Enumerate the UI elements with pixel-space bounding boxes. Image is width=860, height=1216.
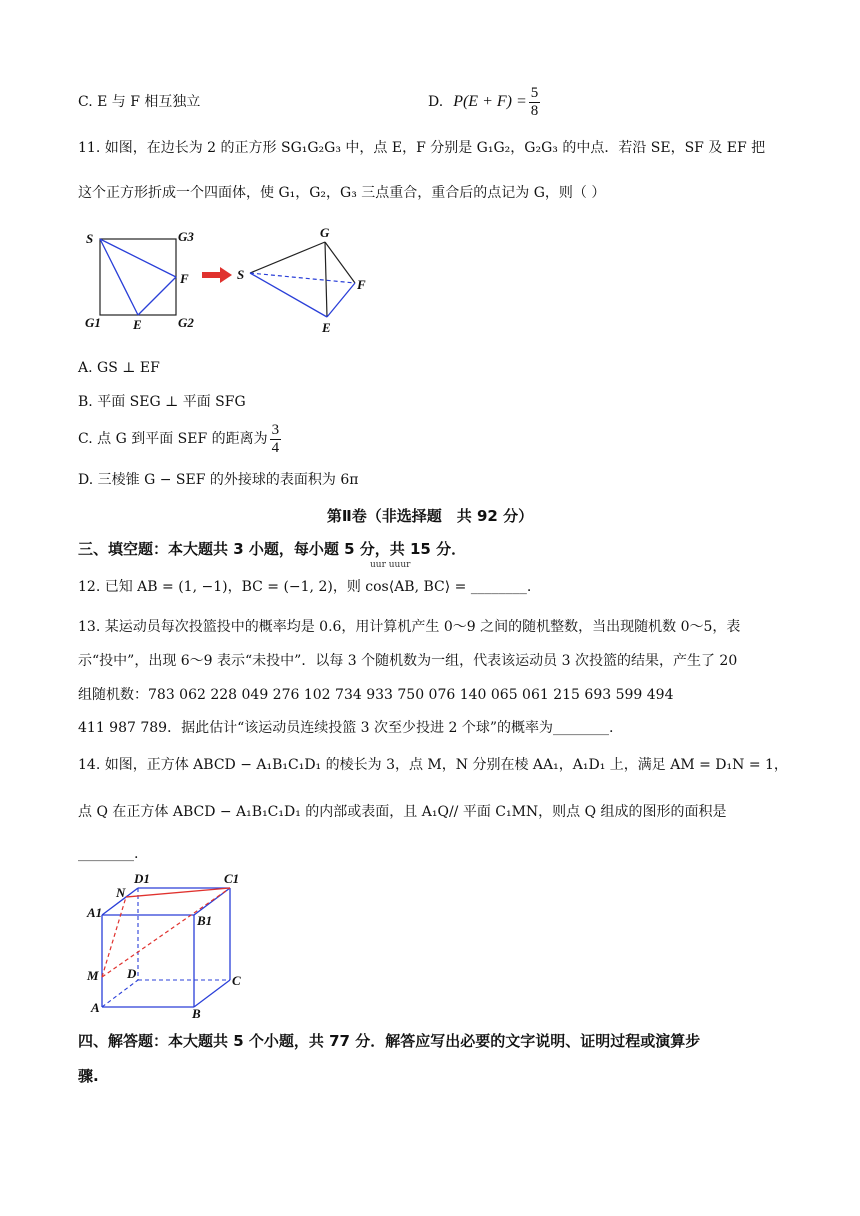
q11-edge-sf: [100, 239, 176, 277]
q12-vector-marks: uur uuur: [370, 560, 411, 570]
q11-text-line-2: 这个正方形折成一个四面体，使 G₁，G₂，G₃ 三点重合，重合后的点记为 G，则（ ）: [78, 185, 606, 201]
q14-line-3: ________.: [78, 846, 139, 862]
fraction-numerator: 3: [271, 421, 280, 438]
section3-heading: 三、填空题：本大题共 3 小题，每小题 5 分，共 15 分．: [78, 540, 467, 558]
q10-option-d-label: D.: [428, 94, 444, 110]
cube-edge-bc: [194, 980, 230, 1007]
q11-label-e: E: [133, 317, 142, 332]
q11-edge-sg: [250, 242, 325, 273]
q13-line-1: 13. 某运动员每次投篮投中的概率均是 0.6，用计算机产生 0～9 之间的随机整数，当出现随机数 0～5，表: [78, 619, 741, 635]
q11-option-b: B. 平面 SEG ⊥ 平面 SFG: [78, 394, 246, 410]
cube-label-b1: B1: [197, 913, 213, 928]
q11-label-g: G: [320, 225, 330, 240]
q11-option-c-text: C. 点 G 到平面 SEF 的距离为: [78, 431, 268, 447]
cube-label-c1: C1: [224, 871, 240, 886]
q11-option-a: A. GS ⊥ EF: [78, 360, 160, 376]
fraction-numerator: 5: [530, 84, 539, 101]
q11-label-g1: G1: [85, 315, 101, 330]
q14-line-1: 14. 如图，正方体 ABCD − A₁B₁C₁D₁ 的棱长为 3，点 M，N 分别在棱 AA₁，A₁D₁ 上，满足 AM = D₁N = 1，: [78, 757, 788, 773]
cube-label-b: B: [192, 1006, 201, 1020]
q10-option-d-fraction: [529, 85, 541, 120]
q11-label-g3: G3: [178, 229, 194, 244]
q11-label-s: S: [86, 231, 94, 246]
fraction-denominator: 8: [530, 102, 539, 119]
q11-label-f: F: [180, 271, 189, 286]
part2-title: 第Ⅱ卷（非选择题 共 92 分）: [326, 507, 534, 525]
q11-option-c: [78, 419, 283, 459]
cube-label-d1: D1: [134, 871, 150, 886]
q11-text-line-1: 11. 如图，在边长为 2 的正方形 SG₁G₂G₃ 中，点 E，F 分别是 G₁G₂，G₂G₃ 的中点．若沿 SE，SF 及 EF 把: [78, 140, 766, 156]
q11-edge-gf: [325, 242, 355, 283]
section4-heading-line-2: 骤.: [78, 1067, 99, 1085]
q13-line-2: 示“投中”，出现 6～9 表示“未投中”．以每 3 个随机数为一组，代表该运动员 3 次投篮的结果，产生了 20: [78, 653, 738, 669]
q13-line-4: 411 987 789．据此估计“该运动员连续投篮 3 次至少投进 2 个球”的概率为________.: [78, 720, 614, 736]
q10-option-c: C. E 与 F 相互独立: [78, 94, 201, 110]
q11-edge-ef-folded: [327, 283, 355, 317]
q14-cube-figure: [82, 870, 252, 1020]
q11-edge-ef: [138, 277, 176, 315]
cube-segment-mn: [102, 897, 126, 977]
q10-option-d-expr: P(E + F) =: [453, 93, 527, 110]
red-arrow-icon: [202, 267, 232, 283]
q11-figure: [80, 225, 380, 340]
q11-label-e-folded: E: [322, 320, 331, 335]
q11-square: [100, 239, 176, 315]
q11-label-f-folded: F: [357, 277, 366, 292]
section4-heading-line-1: 四、解答题：本大题共 5 个小题，共 77 分．解答应写出必要的文字说明、证明过程或演算步: [78, 1032, 701, 1050]
q11-edge-ge: [325, 242, 327, 317]
q13-line-3: 组随机数：783 062 228 049 276 102 734 933 750 076 140 065 061 215 693 599 494: [78, 687, 674, 703]
q11-label-g2: G2: [178, 315, 194, 330]
q11-edge-se: [100, 239, 138, 315]
q14-line-2: 点 Q 在正方体 ABCD − A₁B₁C₁D₁ 的内部或表面，且 A₁Q// 平面 C₁MN，则点 Q 组成的图形的面积是: [78, 804, 727, 820]
q12-text: 12. 已知 AB = (1, −1)，BC = (−1, 2)，则 cos⟨AB, BC⟩ = ________.: [78, 579, 532, 595]
cube-label-a: A: [91, 1000, 100, 1015]
cube-label-m: M: [87, 968, 99, 983]
q11-label-s-folded: S: [237, 267, 245, 282]
q11-option-c-fraction: [270, 422, 282, 457]
cube-label-d: D: [127, 966, 137, 981]
q11-option-d: D. 三棱锥 G − SEF 的外接球的表面积为 6π: [78, 472, 359, 488]
cube-label-c: C: [232, 973, 241, 988]
cube-edge-ad-hidden: [102, 980, 138, 1007]
fraction-denominator: 4: [271, 439, 280, 456]
cube-segment-nc1: [126, 888, 230, 897]
cube-label-n: N: [116, 885, 126, 900]
q10-option-d: [428, 83, 542, 121]
cube-label-a1: A1: [87, 905, 103, 920]
